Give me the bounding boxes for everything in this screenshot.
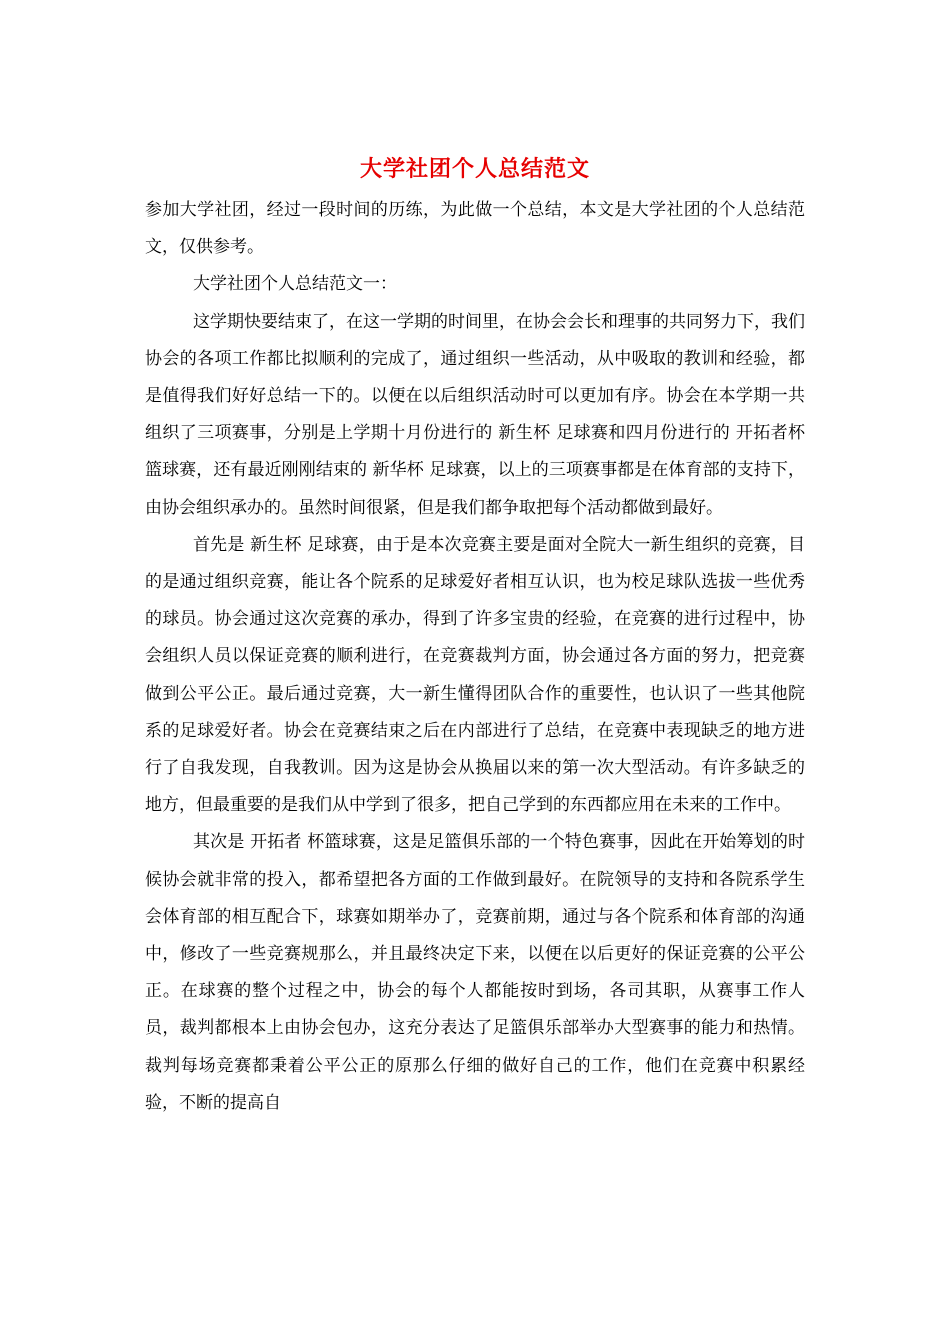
paragraph-intro: 参加大学社团，经过一段时间的历练，为此做一个总结，本文是大学社团的个人总结范文，仅供参考。 bbox=[145, 200, 805, 258]
document-title: 大学社团个人总结范文 bbox=[359, 156, 590, 182]
paragraph-overview: 这学期快要结束了，在这一学期的时间里，在协会会长和理事的共同努力下，我们协会的各项工作都比拟顺利的完成了，通过组织一些活动，从中吸取的教训和经验，都是值得我们好好总结一下的。以便在以后组织活动时可以更加有序。协会在本学期一共组织了三项赛事，分别是上学期十月份进行的 新生杯 足球赛和四月份进行的 开拓者杯 篮球赛，还有最近刚刚结束的 新华杯 足球赛，以上的三项赛事都是在体育部的支持下，由协会组织承办的。虽然时间很紧，但是我们都争取把每个活动都做到最好。 bbox=[145, 311, 805, 518]
paragraph-freshman-cup: 首先是 新生杯 足球赛，由于是本次竞赛主要是面对全院大一新生组织的竞赛，目的是通过组织竞赛，能让各个院系的足球爱好者相互认识，也为校足球队选拔一些优秀的球员。协会通过这次竞赛的承办，得到了许多宝贵的经验，在竞赛的进行过程中，协会组织人员以保证竞赛的顺利进行，在竞赛裁判方面，协会通过各方面的努力，把竞赛做到公平公正。最后通过竞赛，大一新生懂得团队合作的重要性，也认识了一些其他院系的足球爱好者。协会在竞赛结束之后在内部进行了总结，在竞赛中表现缺乏的地方进行了自我发现，自我教训。因为这是协会从换届以来的第一次大型活动。有许多缺乏的地方，但最重要的是我们从中学到了很多，把自己学到的东西都应用在未来的工作中。 bbox=[145, 534, 805, 816]
paragraph-pioneer-cup: 其次是 开拓者 杯篮球赛，这是足篮俱乐部的一个特色赛事，因此在开始筹划的时候协会就非常的投入，都希望把各方面的工作做到最好。在院领导的支持和各院系学生会体育部的相互配合下，球赛如期举办了，竞赛前期，通过与各个院系和体育部的沟通中，修改了一些竞赛规那么，并且最终决定下来，以便在以后更好的保证竞赛的公平公正。在球赛的整个过程之中，协会的每个人都能按时到场，各司其职，从赛事工作人员，裁判都根本上由协会包办，这充分表达了足篮俱乐部举办大型赛事的能力和热情。裁判每场竞赛都秉着公平公正的原那么仔细的做好自己的工作，他们在竞赛中积累经验，不断的提高自 bbox=[145, 832, 805, 1113]
paragraph-section-heading: 大学社团个人总结范文一： bbox=[193, 274, 397, 295]
document-body bbox=[145, 192, 805, 1122]
